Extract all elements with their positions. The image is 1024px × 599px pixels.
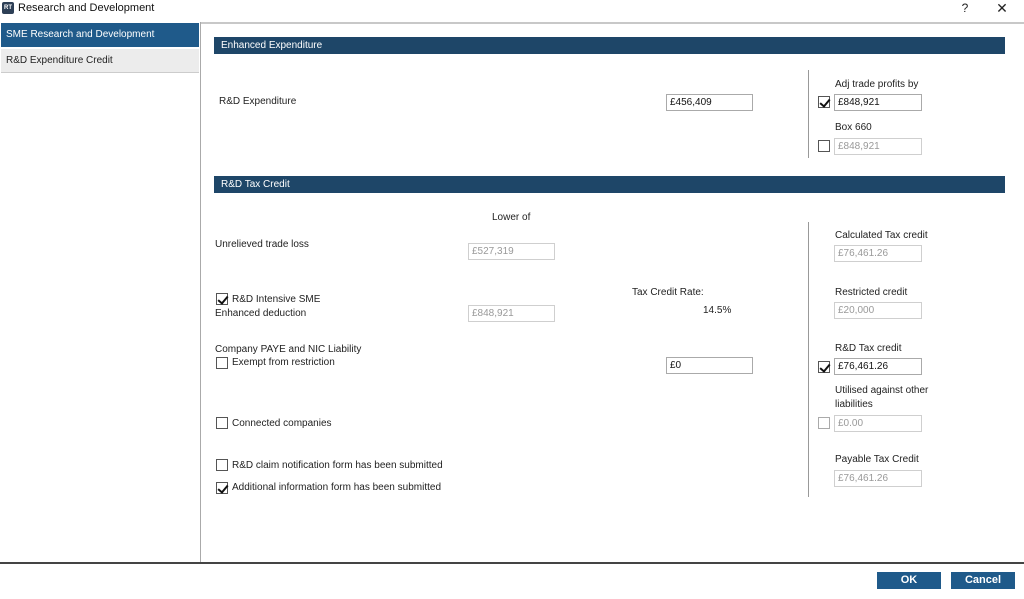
enhanced-divider (808, 70, 809, 158)
restricted-credit-label: Restricted credit (835, 287, 908, 298)
adj-trade-profits-label: Adj trade profits by (835, 79, 919, 90)
cancel-button[interactable]: Cancel (951, 572, 1015, 589)
enhanced-deduction-label: Enhanced deduction (215, 308, 307, 319)
rd-expenditure-input[interactable]: £456,409 (666, 94, 753, 111)
tax-credit-rate-label: Tax Credit Rate: (632, 287, 704, 298)
payable-tax-credit-input: £76,461.26 (834, 470, 922, 487)
payable-tax-credit-label: Payable Tax Credit (835, 454, 919, 465)
tax-credit-divider (808, 222, 809, 497)
additional-info-form-checkbox[interactable] (216, 482, 228, 494)
utilised-label-line2: liabilities (835, 399, 873, 410)
restricted-credit-input: £20,000 (834, 302, 922, 319)
tax-credit-rate-value: 14.5% (703, 305, 732, 316)
rd-intensive-sme-label: R&D Intensive SME (232, 294, 321, 305)
box660-checkbox[interactable] (818, 140, 830, 152)
unrelieved-trade-loss-label: Unrelieved trade loss (215, 239, 309, 250)
unrelieved-trade-loss-input: £527,319 (468, 243, 555, 260)
enhanced-expenditure-header: Enhanced Expenditure (214, 37, 1005, 54)
enhanced-deduction-input: £848,921 (468, 305, 555, 322)
box660-label: Box 660 (835, 122, 872, 133)
adj-trade-profits-input[interactable]: £848,921 (834, 94, 922, 111)
utilised-checkbox[interactable] (818, 417, 830, 429)
rd-tax-credit-input[interactable]: £76,461.26 (834, 358, 922, 375)
sidebar (0, 22, 201, 563)
sidebar-item-rd-expenditure-credit[interactable]: R&D Expenditure Credit (1, 49, 199, 73)
rd-tax-credit-header: R&D Tax Credit (214, 176, 1005, 193)
utilised-label-line1: Utilised against other (835, 385, 929, 396)
rd-expenditure-label: R&D Expenditure (219, 96, 297, 107)
rd-intensive-sme-checkbox[interactable] (216, 293, 228, 305)
adj-trade-profits-checkbox[interactable] (818, 96, 830, 108)
app-icon: RT (2, 2, 14, 14)
sidebar-item-sme-rd[interactable]: SME Research and Development (1, 23, 199, 47)
content-top-border (201, 22, 1024, 24)
footer-divider (0, 562, 1024, 564)
ok-button[interactable]: OK (877, 572, 941, 589)
rd-tax-credit-label: R&D Tax credit (835, 343, 902, 354)
notification-form-label: R&D claim notification form has been submitted (232, 460, 443, 471)
exempt-from-restriction-checkbox[interactable] (216, 357, 228, 369)
close-icon[interactable]: ✕ (996, 0, 1008, 16)
connected-companies-label: Connected companies (232, 418, 332, 429)
help-button[interactable]: ? (961, 1, 969, 15)
notification-form-checkbox[interactable] (216, 459, 228, 471)
connected-companies-checkbox[interactable] (216, 417, 228, 429)
box660-input: £848,921 (834, 138, 922, 155)
calculated-tax-credit-input: £76,461.26 (834, 245, 922, 262)
paye-nic-input[interactable]: £0 (666, 357, 753, 374)
rd-tax-credit-checkbox[interactable] (818, 361, 830, 373)
utilised-input: £0.00 (834, 415, 922, 432)
exempt-from-restriction-label: Exempt from restriction (232, 357, 335, 368)
company-paye-nic-label: Company PAYE and NIC Liability (215, 344, 362, 355)
calculated-tax-credit-label: Calculated Tax credit (835, 230, 928, 241)
window-title: Research and Development (18, 2, 155, 14)
lower-of-label: Lower of (492, 212, 531, 223)
additional-info-form-label: Additional information form has been submitted (232, 482, 442, 493)
